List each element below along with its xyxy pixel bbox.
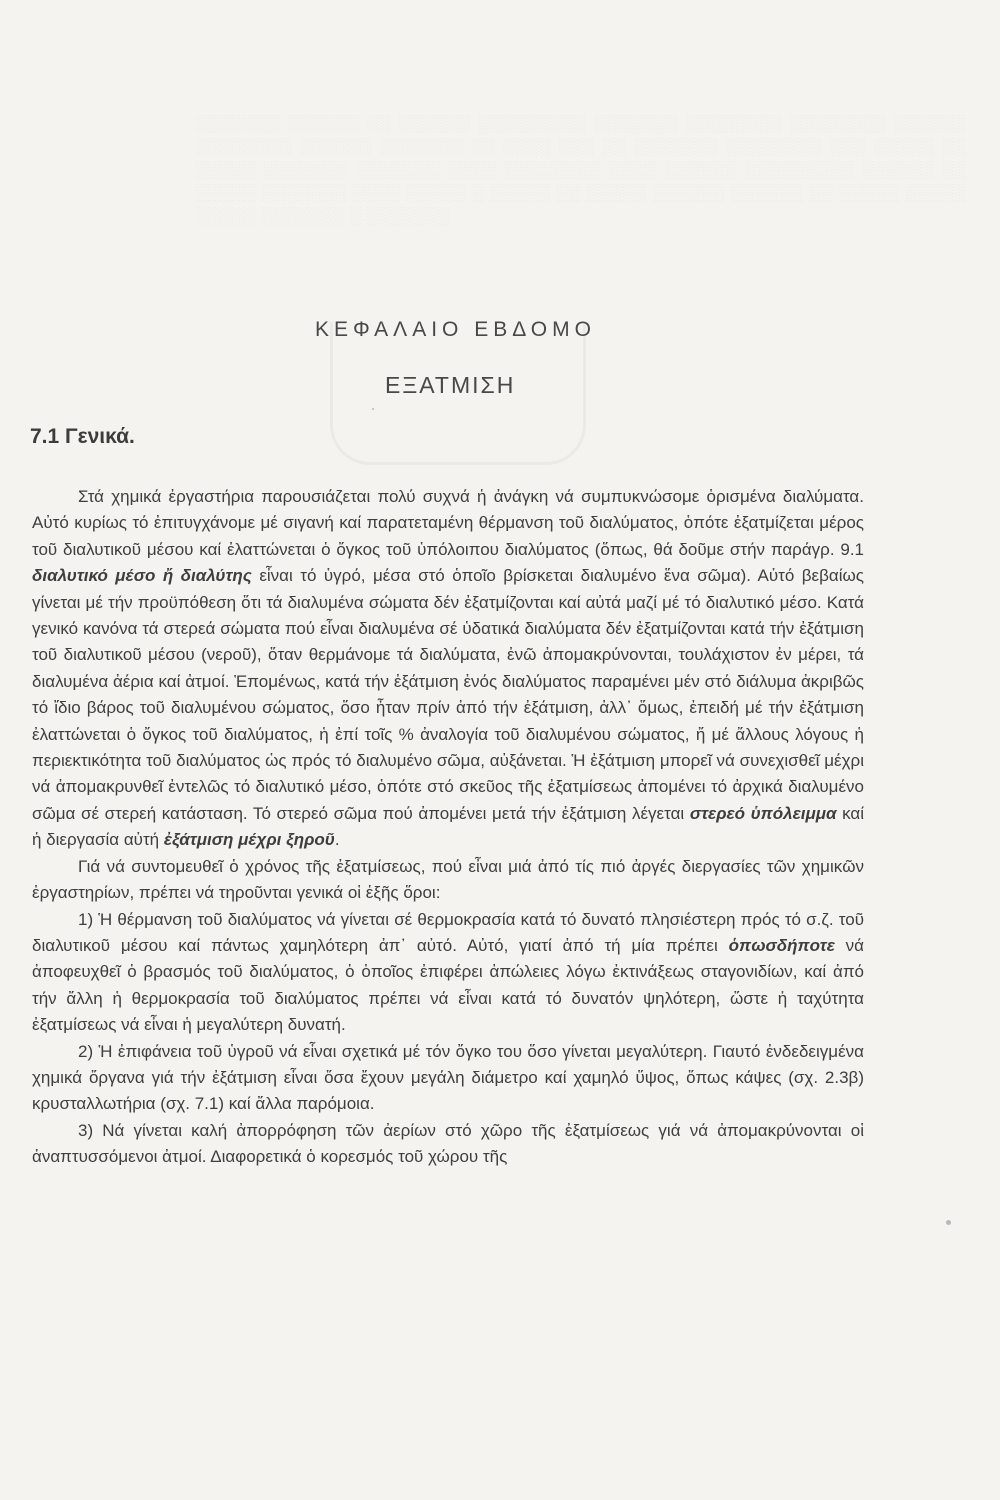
body-text	[32, 484, 864, 1171]
term-by-all-means: ὁπωσδήποτε	[728, 935, 835, 955]
paragraph-condition-3: 3) Νά γίνεται καλή ἀπορρόφηση τῶν ἀερίων στό χῶρο τῆς ἐξατμίσεως γιά νά ἀπομακρύνονται οἱ ἀναπτυσσόμενοι ἀτμοί. Διαφορετικά ὁ κορεσμός τοῦ χώρου τῆς	[32, 1120, 864, 1167]
paragraph-conditions: Γιά νά συντομευθεῖ ὁ χρόνος τῆς ἐξατμίσεως, πού εἶναι μιά ἀπό τίς πιό ἀργές διεργασίες τῶν χημικῶν ἐργαστηρίων, πρέπει νά τηροῦνται γενικά οἱ ἑξῆς ὅροι:	[32, 856, 864, 903]
paragraph-text: .	[334, 830, 340, 850]
paragraph-condition-2: 2) Ἡ ἐπιφάνεια τοῦ ὑγροῦ νά εἶναι σχετικά μέ τόν ὄγκο του ὅσο γίνεται μεγαλύτερη. Γιαυτό ἐνδεδειγμένα χημικά ὄργανα γιά τήν ἐξάτμιση εἶναι ὅσα ἔχουν μεγάλη διάμετρο καί χαμηλό ὕψος, ὅπως κάψες (σχ. 2.3β) κρυσταλλωτήρια (σχ. 7.1) καί ἄλλα παρόμοια.	[32, 1041, 864, 1114]
paragraph-text: 1) Ἡ θέρμανση τοῦ διαλύματος νά γίνεται σέ θερμοκρασία κατά τό δυνατό πλησιέστερη πρός τό σ.ζ. τοῦ διαλυτικοῦ μέσου καί πάντως χαμηλότερη ἀπ᾽ αὐτό. Αὐτό, γιατί ἀπό τή μία πρέπει	[32, 909, 864, 955]
term-evaporation-to-dryness: ἐξάτμιση μέχρι ξηροῦ	[163, 830, 335, 850]
paragraph-text: εἶναι τό ὑγρό, μέσα στό ὁποῖο βρίσκεται διαλυμένο ἕνα σῶμα). Αὐτό βεβαίως γίνεται μέ τήν προϋπόθεση ὅτι τά διαλυμένα σώματα δέν ἐξατμίζονται καί αὐτά μαζί μέ τό διαλυτικό μέσο. Κατά γενικό κανόνα τά στερεά σώματα πού εἶναι διαλυμένα σέ ὑδατικά διαλύματα δέν ἐξατμίζονται κατά τήν ἐξάτμιση τοῦ διαλυτικοῦ μέσου (νεροῦ), ὅταν θερμάνομε τά διαλύματα, ἐνῶ ἀπομακρύνονται, τουλάχιστον ἐν μέρει, τά διαλυμένα ἀέρια καί ἀτμοί. Ἑπομένως, κατά τήν ἐξάτμιση ἑνός διαλύματος παραμένει μέν στό διάλυμα ἀκριβῶς τό ἴδιο βάρος τοῦ διαλυμένου σώματος, ὅσο ἦταν πρίν ἀπό τήν ἐξάτμιση, ἀλλ᾽ ὅμως, ἐπειδή μέ τήν ἐξάτμιση ἐλαττώνεται ὁ ὄγκος τοῦ διαλύματος, ἡ ἐπί τοῖς % ἀναλογία τοῦ διαλυμένου σώματος, ἤ μέ ἄλλους λόγους ἡ περιεκτικότητα τοῦ διαλύματος ὡς πρός τό διαλυμένο σῶμα, αὐξάνεται. Ἡ ἐξάτμιση μπορεῖ νά συνεχισθεῖ μέχρι νά ἀπομακρυνθεῖ ἐντελῶς τό διαλυτικό μέσο, ὁπότε στό σκεῦος τῆς ἐξατμίσεως ἀπομένει τό ἀρχικά διαλυμένο σῶμα σέ στερεή κατάσταση. Τό στερεό σῶμα πού ἀπομένει μετά τήν ἐξάτμιση λέγεται	[32, 566, 864, 823]
term-solid-residue: στερεό ὑπόλειμμα	[689, 803, 837, 823]
chapter-label: ΚΕΦΑΛΑΙΟ ΕΒΔΟΜΟ	[315, 318, 596, 341]
paragraph-text: καί ἡ διεργασία αὐτή	[32, 803, 865, 850]
paragraph-text: Στά χημικά ἐργαστήρια παρουσιάζεται πολύ συχνά ἡ ἀνάγκη νά συμπυκνώσομε ὁρισμένα διαλύματα. Αὐτό κυρίως τό ἐπιτυγχάνομε μέ σιγανή καί παρατεταμένη θέρμανση τοῦ διαλύματος, ὁπότε ἐξατμίζεται μέρος τοῦ διαλυτικοῦ μέσου καί ἐλαττώνεται ὁ ὄγκος τοῦ ὑπόλοιπου διαλύματος (ὅπως, θά δοῦμε στήν παράγρ. 9.1	[32, 487, 864, 559]
paper-speck	[372, 408, 374, 410]
bleed-through-text: ░░░░░░░ ░░░░░░ ░░ ░░░░░░ ░░░░░░░░░ ░░░░░░░ ░░░░░░░░ ░░░░░░░░ ░░░░░░ ░░░░░░░░ ░░░░░░ ░░░░░░░ ░░ ░░░░ ░░░ ░░ ░░░░░░░ ░░░░░░░░ ░░░ ░░░░░ ░░ ░░░░░ ░░░░░░░ ░░░░░░░ ░░░░ ░░░░░░░░ ░░░░ ░░░░░░ ░░░░░░░░░ ░░░░░░ ░░ ░░░░░ ░░░░░░░ ░░░░ ░░░░░ ░ ░░░░░ ░░ ░░░░░ ░░░░░░ ░░░░░░ ░░ ░░░░░ ░░░░░ ░░░░░ ░░░░░░░ ░ ░░░░░░░	[195, 114, 965, 225]
paragraph-intro	[32, 484, 864, 854]
section-heading: 7.1 Γενικά.	[30, 425, 135, 448]
term-solvent: διαλυτικό μέσο ἤ διαλύτης	[32, 566, 252, 586]
chapter-title: ΕΞΑΤΜΙΣΗ	[385, 372, 516, 398]
paper-speck	[946, 1220, 951, 1225]
paragraph-text: νά ἀποφευχθεῖ ὁ βρασμός τοῦ διαλύματος, ὁ ὁποῖος ἐπιφέρει ἀπώλειες λόγω ἐκτινάξεως σταγονιδίων, καί ἀπό τήν ἄλλη ἡ θερμοκρασία τοῦ διαλύματος πρέπει νά εἶναι κατά τό δυνατόν ψηλότερη, ὥστε ἡ ταχύτητα ἐξατμίσεως νά εἶναι ἡ μεγαλύτερη δυνατή.	[32, 935, 864, 1035]
paragraph-condition-1	[32, 907, 864, 1039]
